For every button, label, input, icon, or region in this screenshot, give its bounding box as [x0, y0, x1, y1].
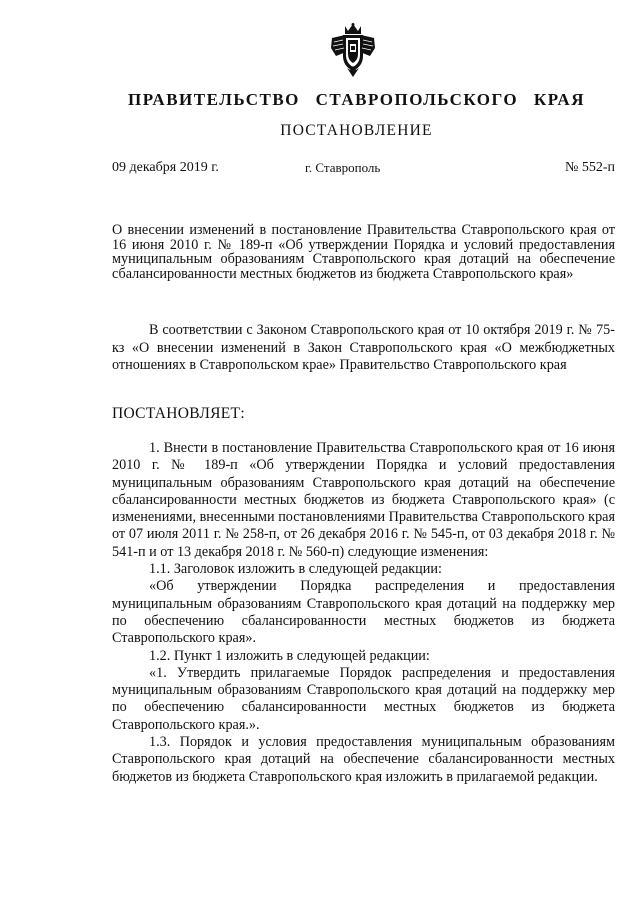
preamble-paragraph: В соответствии с Законом Ставропольского края от 10 октября 2019 г. № 75-кз «О внесении изменений в Закон Ставропольского края «О межбюджетных отношениях в Ставропольском крае» Правительство Ставропольского края — [112, 322, 615, 373]
coat-of-arms-icon — [330, 22, 376, 78]
paragraph-1: 1. Внести в постановление Правительства Ставропольского края от 16 июня 2010 г. № 189-п «Об утверждении Порядка и условий предоставления муниципальным образованиям Ставропольского края дотаций на обеспечение сбалансированности местных бюджетов из бюджета Ставропольского края» (с изменениями, внесенными постановлениями Правительства Ставропольского края от 07 июля 2011 г. № 258-п, от 26 декабря 2016 г. № 545-п, от 03 декабря 2018 г. № 541-п и от 13 декабря 2018 г. № 560-п) следующие изменения: — [112, 440, 615, 560]
paragraph-1-1: 1.1. Заголовок изложить в следующей редакции: — [149, 561, 442, 578]
paragraph-1-2-quote: «1. Утвердить прилагаемые Порядок распределения и предоставления муниципальным образованиям Ставропольского края дотаций на поддержку мер по обеспечению сбалансированности местных бюджетов из бюджета Ставропольского края.». — [112, 664, 615, 733]
document-type: ПОСТАНОВЛЕНИЕ — [280, 122, 433, 139]
paragraph-1-3: 1.3. Порядок и условия предоставления муниципальным образованиям Ставропольского края дотаций на обеспечение сбалансированности местных бюджетов из бюджета Ставропольского края изложить в прилагаемой редакции. — [112, 734, 615, 785]
document-meta — [112, 160, 615, 180]
government-title: ПРАВИТЕЛЬСТВО СТАВРОПОЛЬСКОГО КРАЯ — [128, 90, 585, 109]
decree-body — [112, 440, 615, 786]
paragraph-1-1-quote: «Об утверждении Порядка распределения и предоставления муниципальным образованиям Ставропольского края дотаций на поддержку мер по обеспечению сбалансированности местных бюджетов из бюджета Ставропольского края». — [112, 578, 615, 647]
document-subject: О внесении изменений в постановление Правительства Ставропольского края от 16 июня 2010 г. № 189-п «Об утверждении Порядка и условий предоставления муниципальным образованиям Ставропольского края дотаций на обеспечение сбалансированности местных бюджетов из бюджета Ставропольского края» — [112, 222, 615, 282]
document-date: 09 декабря 2019 г. — [112, 160, 219, 175]
paragraph-1-2: 1.2. Пункт 1 изложить в следующей редакции: — [149, 647, 430, 664]
document-number: № 552-п — [564, 160, 615, 175]
decree-heading: ПОСТАНОВЛЯЕТ: — [112, 405, 245, 422]
document-city: г. Ставрополь — [305, 160, 381, 175]
